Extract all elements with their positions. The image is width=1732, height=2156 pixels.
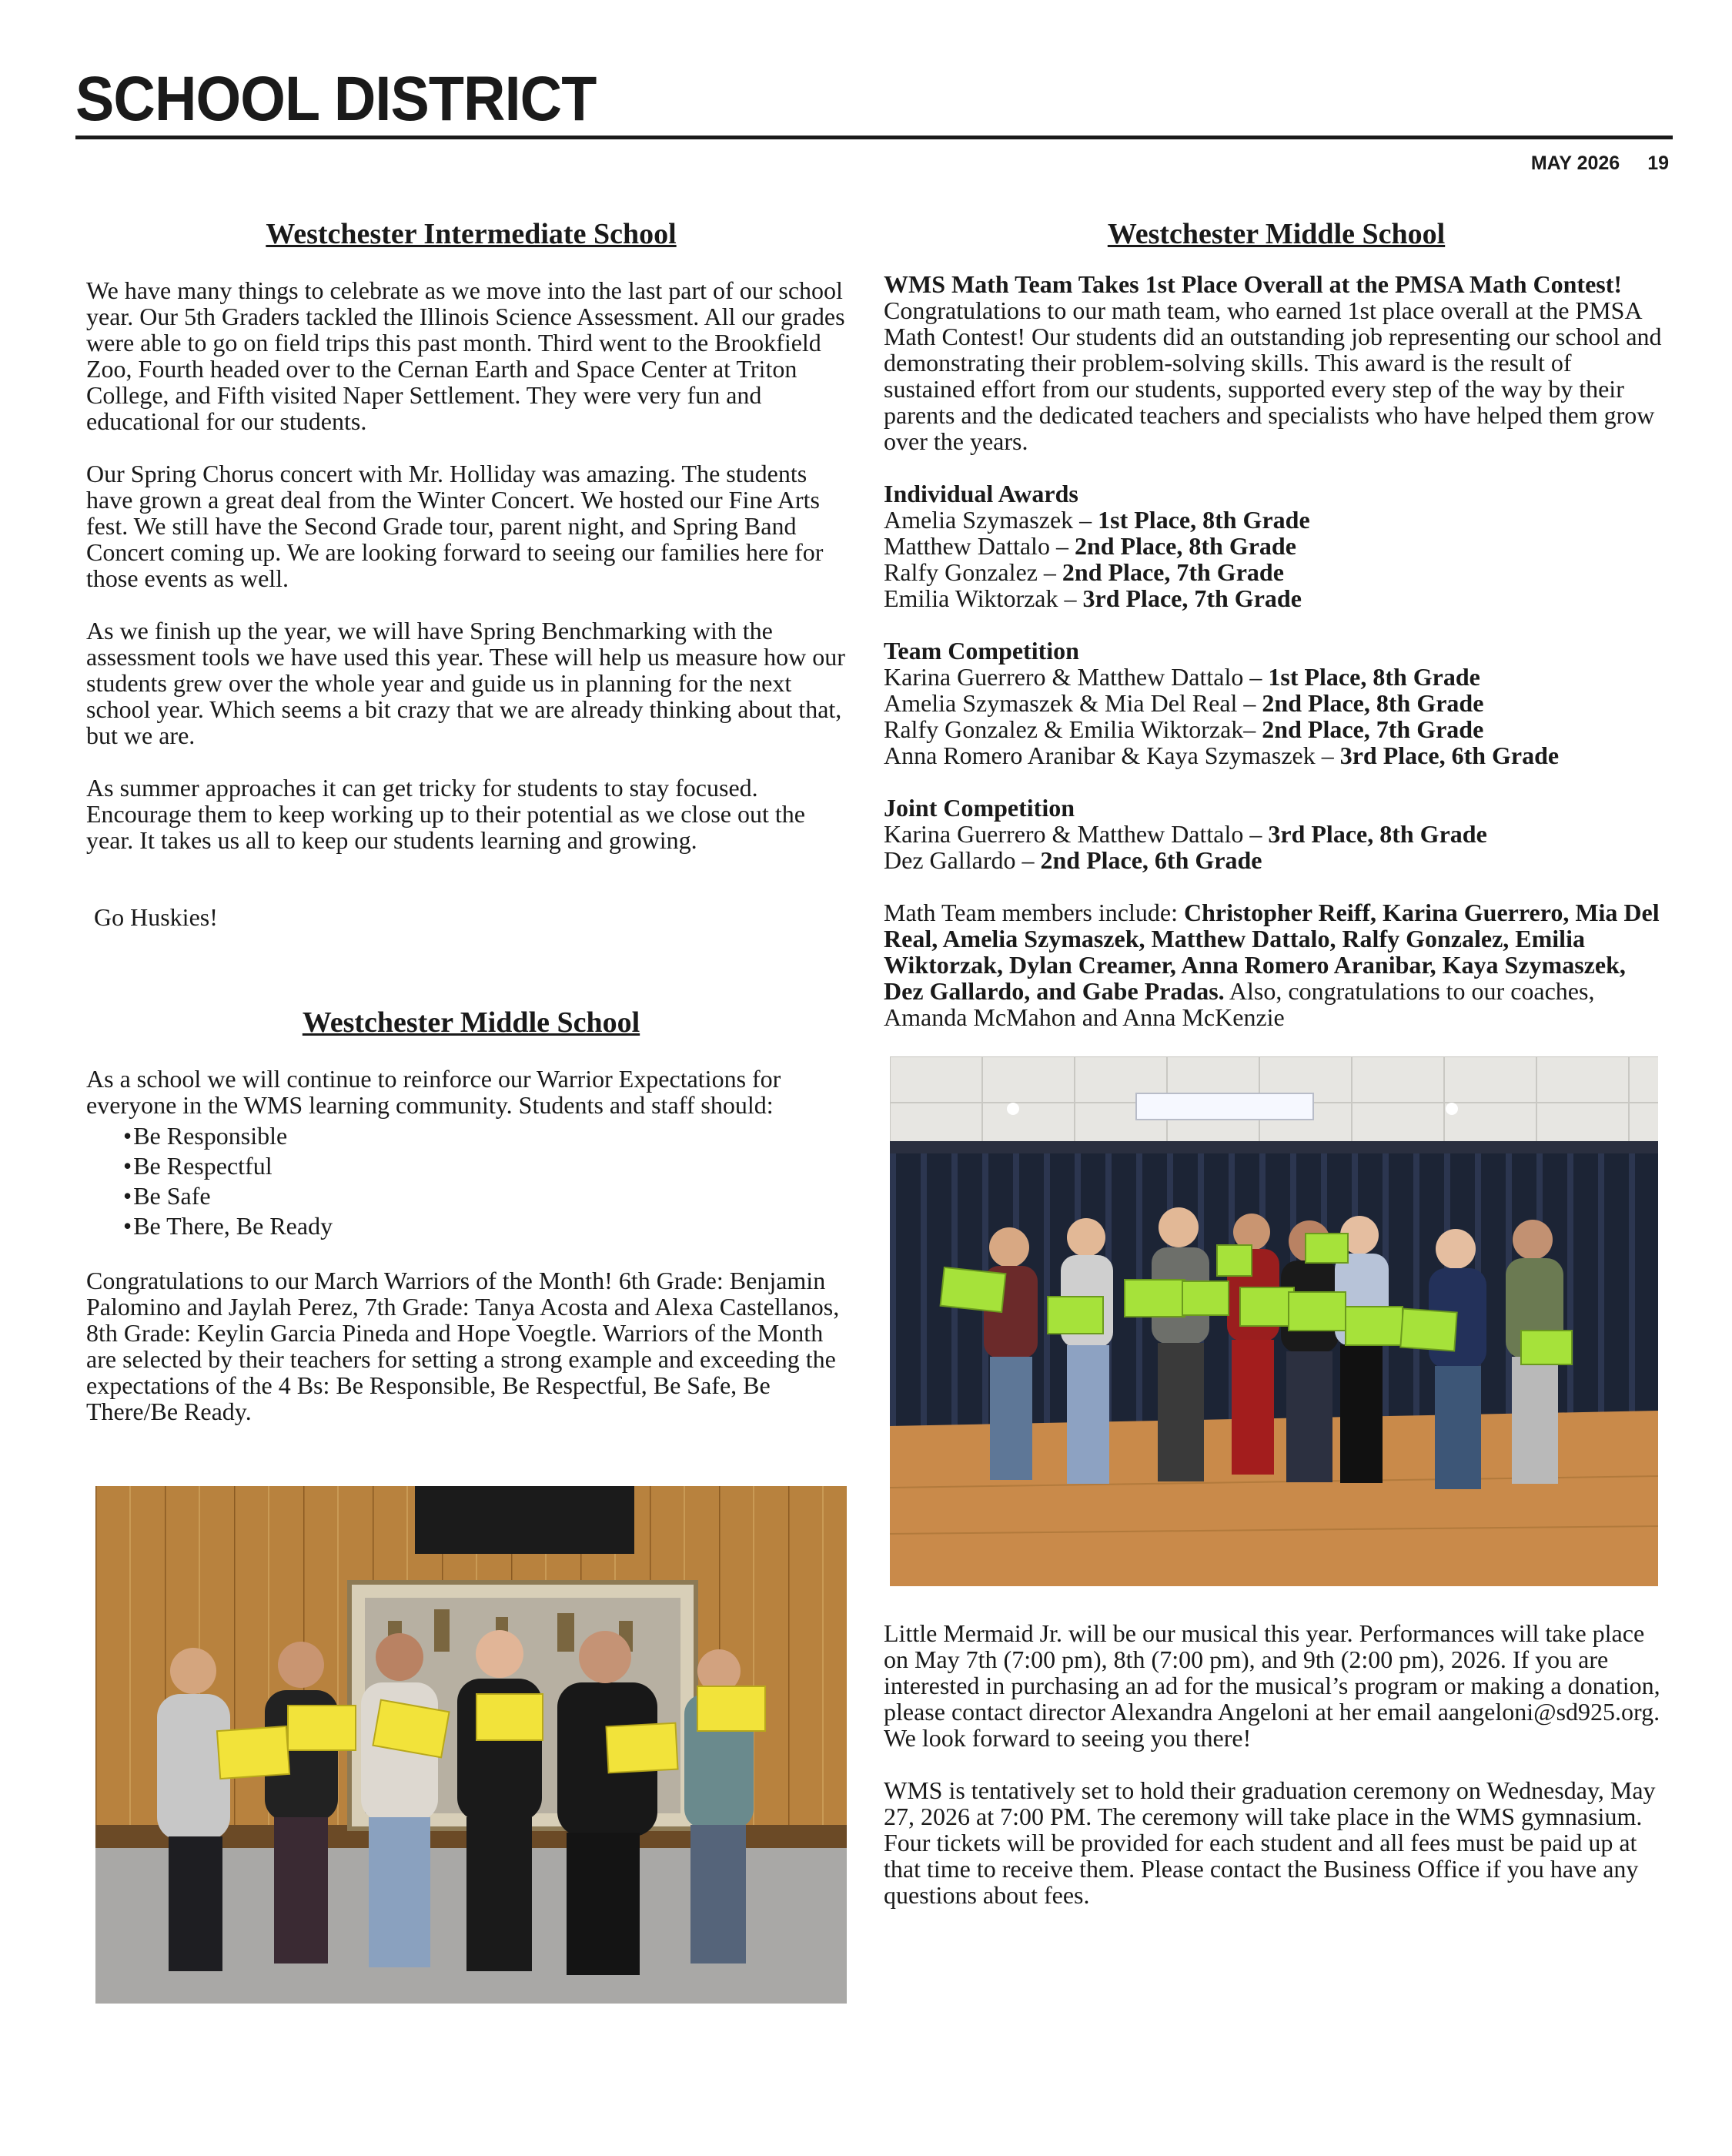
award-names: Emilia Wiktorzak – xyxy=(884,584,1083,612)
issue-date: MAY 2026 xyxy=(1530,152,1620,174)
math-team-lead xyxy=(884,271,1669,454)
wis-heading: Westchester Intermediate School xyxy=(266,218,677,250)
award-names: Matthew Dattalo – xyxy=(884,532,1075,560)
wms-left-heading: Westchester Middle School xyxy=(302,1006,640,1039)
musical-paragraph xyxy=(884,1620,1669,1751)
wms-right-heading: Westchester Middle School xyxy=(1107,218,1446,250)
team-competition xyxy=(884,638,1669,768)
wis-signoff: Go Huskies! xyxy=(94,903,218,931)
expectations-list xyxy=(86,1121,856,1241)
award-result: 1st Place, 8th Grade xyxy=(1098,506,1310,534)
individual-awards xyxy=(884,480,1669,611)
wms-expectations-article xyxy=(86,1006,856,1424)
award-result: 3rd Place, 8th Grade xyxy=(1268,820,1487,848)
award-result: 1st Place, 8th Grade xyxy=(1268,663,1480,691)
folio xyxy=(1531,152,1669,175)
award-names: Karina Guerrero & Matthew Dattalo – xyxy=(884,663,1269,691)
graduation-paragraph: WMS is tentatively set to hold their graduation ceremony on Wednesday, May 27, 2026 at 7:00 PM. The ceremony will take place in the WMS gymnasium. Four tickets will be provided for each student and all fees must be paid up at that time to receive them. Please contact the Business Office if you have any questions about fees. xyxy=(884,1776,1656,1909)
wis-article xyxy=(86,217,856,930)
wis-paragraph-1: We have many things to celebrate as we move into the last part of our school year. Our 5th Graders tackled the Illinois Science Assessment. All our grades were able to go on field trips this past month. Third went to the Brookfield Zoo, Fourth headed over to the Cernan Earth and Space Center at Triton College, and Fifth visited Naper Settlement. They were very fun and educational for our students. xyxy=(86,276,845,435)
members-intro: Math Team members include: xyxy=(884,899,1184,926)
header-rule xyxy=(75,136,1673,139)
musical-and-graduation xyxy=(884,1620,1669,1908)
award-result: 2nd Place, 8th Grade xyxy=(1262,689,1484,717)
award-names: Amelia Szymaszek – xyxy=(884,506,1098,534)
expectation-item: • Be Respectful xyxy=(123,1151,856,1181)
math-team-members xyxy=(884,899,1669,1030)
award-names: Dez Gallardo – xyxy=(884,846,1041,874)
individual-awards-title: Individual Awards xyxy=(884,480,1078,507)
expectation-item: • Be Safe xyxy=(123,1181,856,1211)
expectation-item: • Be Responsible xyxy=(123,1121,856,1151)
award-names: Anna Romero Aranibar & Kaya Szymaszek – xyxy=(884,742,1340,769)
expectation-item: • Be There, Be Ready xyxy=(123,1211,856,1241)
award-result: 3rd Place, 7th Grade xyxy=(1082,584,1302,612)
wms-expectations-intro: As a school we will continue to reinforce our Warrior Expectations for everyone in the WMS learning community. Students and staff should: xyxy=(86,1065,781,1119)
joint-competition-title: Joint Competition xyxy=(884,794,1075,822)
page-number: 19 xyxy=(1647,152,1669,174)
joint-competition xyxy=(884,795,1669,873)
award-result: 2nd Place, 7th Grade xyxy=(1262,715,1484,743)
math-team-photo xyxy=(890,1056,1658,1586)
math-team-headline: WMS Math Team Takes 1st Place Overall at the PMSA Math Contest! xyxy=(884,270,1623,298)
coaches-text: Also, congratulations to our coaches, Amanda McMahon and Anna McKenzie xyxy=(884,977,1595,1031)
math-team-article xyxy=(884,217,1669,1030)
award-result: 2nd Place, 6th Grade xyxy=(1040,846,1262,874)
award-result: 2nd Place, 7th Grade xyxy=(1062,558,1284,586)
team-competition-title: Team Competition xyxy=(884,637,1079,665)
math-team-lead-text: Congratulations to our math team, who earned 1st place overall at the PMSA Math Contest! Our students did an outstanding job representing our school and demonstrating their problem-solving skills. This award is the result of sustained effort from our students, supported every step of the way by their parents and the dedicated teachers and specialists who have helped them grow over the years. xyxy=(884,296,1662,455)
wis-paragraph-4: As summer approaches it can get tricky for students to stay focused. Encourage them to keep working up to their potential as we close out the year. It takes us all to keep our students learning and growing. xyxy=(86,774,805,854)
section-title: SCHOOL DISTRICT xyxy=(75,64,597,134)
award-names: Karina Guerrero & Matthew Dattalo – xyxy=(884,820,1269,848)
musical-contact: If you are interested in purchasing an ad for the musical’s program or making a donation, please contact director Alexandra Angeloni at her email aangeloni@sd925.org. We look forward to seeing you there! xyxy=(884,1645,1660,1752)
wis-paragraph-2: Our Spring Chorus concert with Mr. Holliday was amazing. The students have grown a great deal from the Winter Concert. We hosted our Fine Arts fest. We still have the Second Grade tour, parent night, and Spring Band Concert coming up. We are looking forward to seeing our families here for those events as well. xyxy=(86,460,824,592)
award-names: Ralfy Gonzalez & Emilia Wiktorzak– xyxy=(884,715,1262,743)
award-names: Amelia Szymaszek & Mia Del Real – xyxy=(884,689,1262,717)
musical-dates: Little Mermaid Jr. will be our musical this year. Performances will take place on May 7th (7:00 pm), 8th (7:00 pm), and 9th (2:00 pm), 2026. xyxy=(884,1619,1645,1673)
award-result: 3rd Place, 6th Grade xyxy=(1339,742,1560,769)
warriors-of-month-paragraph: Congratulations to our March Warriors of the Month! 6th Grade: Benjamin Palomino and Jaylah Perez, 7th Grade: Tanya Acosta and Alexa Castellanos, 8th Grade: Keylin Garcia Pineda and Hope Voegtle. Warriors of the Month are selected by their teachers for setting a strong example and exceeding the expectations of the 4 Bs: Be Responsible, Be Respectful, Be Safe, Be There/Be Ready. xyxy=(86,1267,840,1425)
wis-paragraph-3: As we finish up the year, we will have Spring Benchmarking with the assessment tools we have used this year. These will help us measure how our students grew over the whole year and guide us in planning for the next school year. Which seems a bit crazy that we are already thinking about that, but we are. xyxy=(86,617,845,749)
warriors-of-month-photo xyxy=(95,1486,847,2004)
award-result: 2nd Place, 8th Grade xyxy=(1074,532,1296,560)
award-names: Ralfy Gonzalez – xyxy=(884,558,1062,586)
members-list: Christopher Reiff, Karina Guerrero, Mia Del Real, Amelia Szymaszek, Matthew Dattalo, Ralfy Gonzalez, Emilia Wiktorzak, Dylan Creamer, Anna Romero Aranibar, Kaya Szymaszek, Dez Gallardo, and Gabe Pradas. xyxy=(884,899,1660,1005)
